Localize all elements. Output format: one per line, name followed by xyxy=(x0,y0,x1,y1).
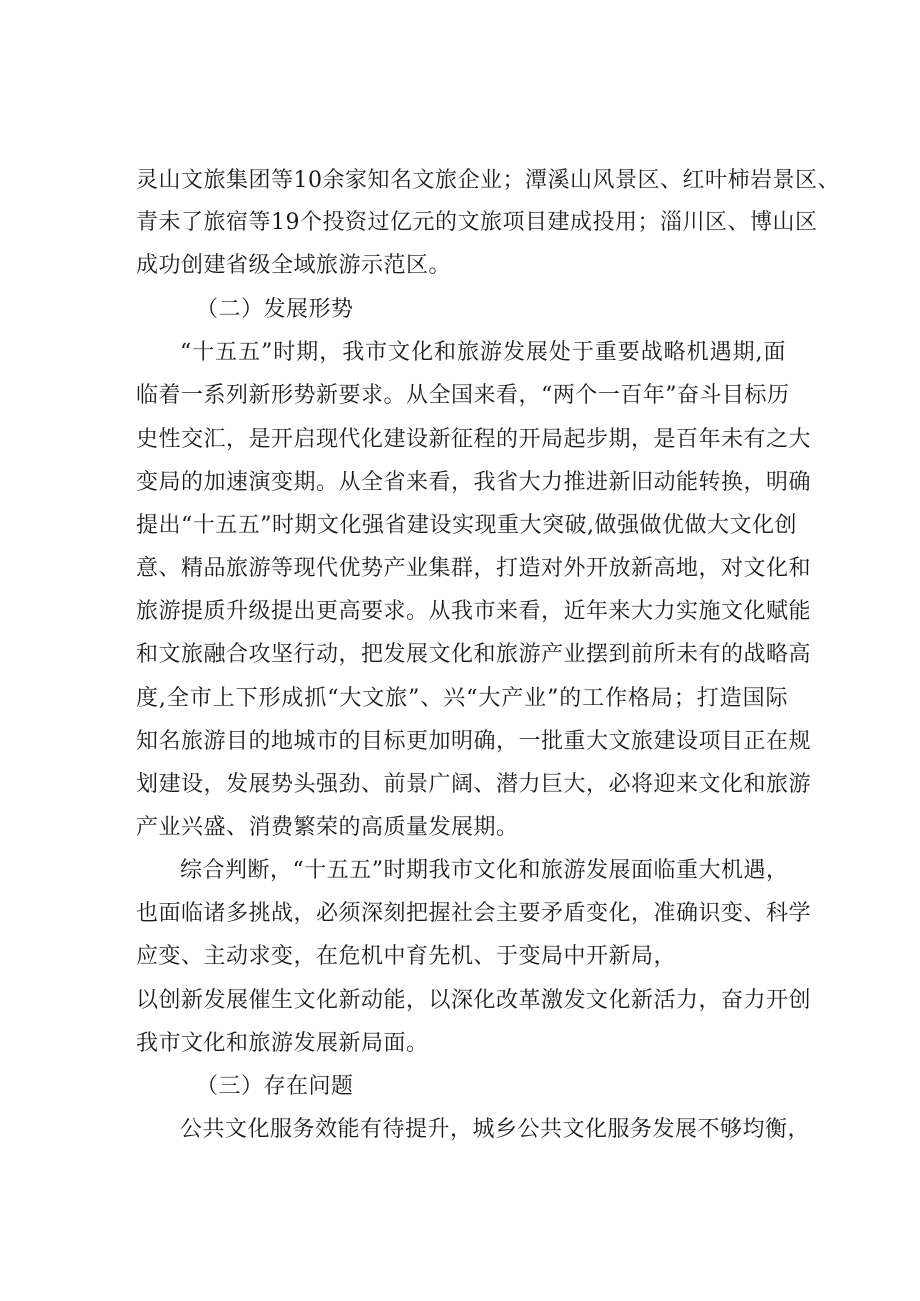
text-line: 综合判断，“十五五”时期我市文化和旅游发展面临重大机遇， xyxy=(180,858,789,883)
text-line: 提出“十五五”时期文化强省建设实现重大突破,做强做优做大文化创 xyxy=(136,513,797,538)
text-line: 变局的加速演变期。从全省来看，我省大力推进新旧动能转换，明确 xyxy=(136,470,812,495)
text-line: 知名旅游目的地城市的目标更加明确，一批重大文旅建设项目正在规 xyxy=(136,729,812,754)
text-line: 和文旅融合攻坚行动，把发展文化和旅游产业摆到前所未有的战略高 xyxy=(136,642,812,667)
text-line: 以创新发展催生文化新动能，以深化改革激发文化新活力，奋力开创 xyxy=(136,988,812,1013)
text-line: 我市文化和旅游发展新局面。 xyxy=(136,1031,429,1056)
text-line: 产业兴盛、消费繁荣的高质量发展期。 xyxy=(136,815,519,840)
text-line: 旅游提质升级提出更高要求。从我市来看，近年来大力实施文化赋能 xyxy=(136,599,812,624)
text-line: 划建设，发展势头强劲、前景广阔、潜力巨大，必将迎来文化和旅游 xyxy=(136,772,812,797)
text-line: “十五五”时期，我市文化和旅游发展处于重要战略机遇期,面 xyxy=(180,340,786,365)
text-line: 史性交汇，是开启现代化建设新征程的开局起步期，是百年未有之大 xyxy=(136,427,812,452)
text-line: 度,全市上下形成抓“大文旅”、兴“大产业”的工作格局；打造国际 xyxy=(136,686,788,711)
text-line: 成功创建省级全域旅游示范区。 xyxy=(136,253,452,278)
text-line: 也面临诸多挑战，必须深刻把握社会主要矛盾变化，准确识变、科学 xyxy=(136,901,812,926)
text-line: 灵山文旅集团等10余家知名文旅企业；潭溪山风景区、红叶柿岩景区、 xyxy=(136,168,840,193)
section-heading: （三）存在问题 xyxy=(196,1074,354,1099)
text-line: 意、精品旅游等现代优势产业集群，打造对外开放新高地，对文化和 xyxy=(136,556,812,581)
section-heading: （二）发展形势 xyxy=(196,297,354,322)
text-line: 公共文化服务效能有待提升，城乡公共文化服务发展不够均衡， xyxy=(180,1117,811,1142)
text-line: 青未了旅宿等19个投资过亿元的文旅项目建成投用；淄川区、博山区 xyxy=(136,210,818,235)
text-line: 临着一系列新形势新要求。从全国来看，“两个一百年”奋斗目标历 xyxy=(136,383,790,408)
text-line: 应变、主动求变，在危机中育先机、于变局中开新局， xyxy=(136,944,677,969)
